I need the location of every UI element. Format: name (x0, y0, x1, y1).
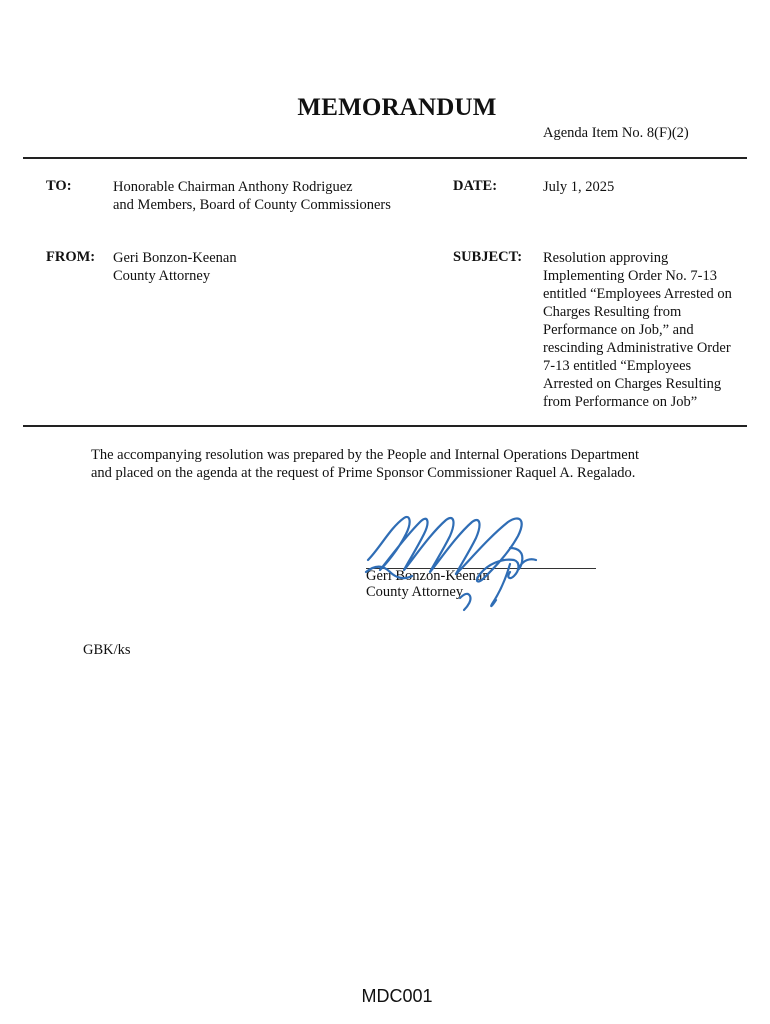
agenda-item-number: Agenda Item No. 8(F)(2) (543, 125, 689, 141)
memo-title: MEMORANDUM (297, 94, 497, 121)
subject-line: from Performance on Job” (543, 394, 698, 410)
subject-line: 7-13 entitled “Employees (543, 358, 692, 374)
from-sender (113, 249, 237, 285)
subject-line: Performance on Job,” and (543, 322, 694, 338)
from-line: Geri Bonzon-Keenan (113, 250, 237, 266)
body-line: The accompanying resolution was prepared by the People and Internal Operations Department (91, 447, 639, 463)
header-top-rule (23, 157, 747, 159)
subject-line: Resolution approving (543, 250, 669, 266)
subject-label: SUBJECT: (453, 249, 523, 265)
memo-body-paragraph (91, 446, 639, 482)
signer-title: County Attorney (366, 584, 464, 600)
date-value: July 1, 2025 (543, 179, 615, 195)
handwritten-signature (360, 508, 550, 614)
date-label: DATE: (453, 178, 498, 194)
to-recipients (113, 178, 391, 214)
to-label: TO: (46, 178, 72, 194)
subject-line: Charges Resulting from (543, 304, 682, 320)
subject-line: entitled “Employees Arrested on (543, 286, 732, 302)
typist-initials: GBK/ks (83, 642, 131, 658)
subject-line: rescinding Administrative Order (543, 340, 731, 356)
to-line: Honorable Chairman Anthony Rodriguez (113, 179, 353, 195)
subject-text (543, 249, 748, 411)
signer-name: Geri Bonzon-Keenan (366, 568, 490, 584)
from-line: County Attorney (113, 268, 211, 284)
from-label: FROM: (46, 249, 96, 265)
document-code: MDC001 (361, 986, 433, 1006)
body-line: and placed on the agenda at the request of Prime Sponsor Commissioner Raquel A. Regalado. (91, 465, 636, 481)
subject-line: Arrested on Charges Resulting (543, 376, 722, 392)
to-line: and Members, Board of County Commissioners (113, 197, 391, 213)
header-bottom-rule (23, 425, 747, 427)
subject-line: Implementing Order No. 7-13 (543, 268, 717, 284)
